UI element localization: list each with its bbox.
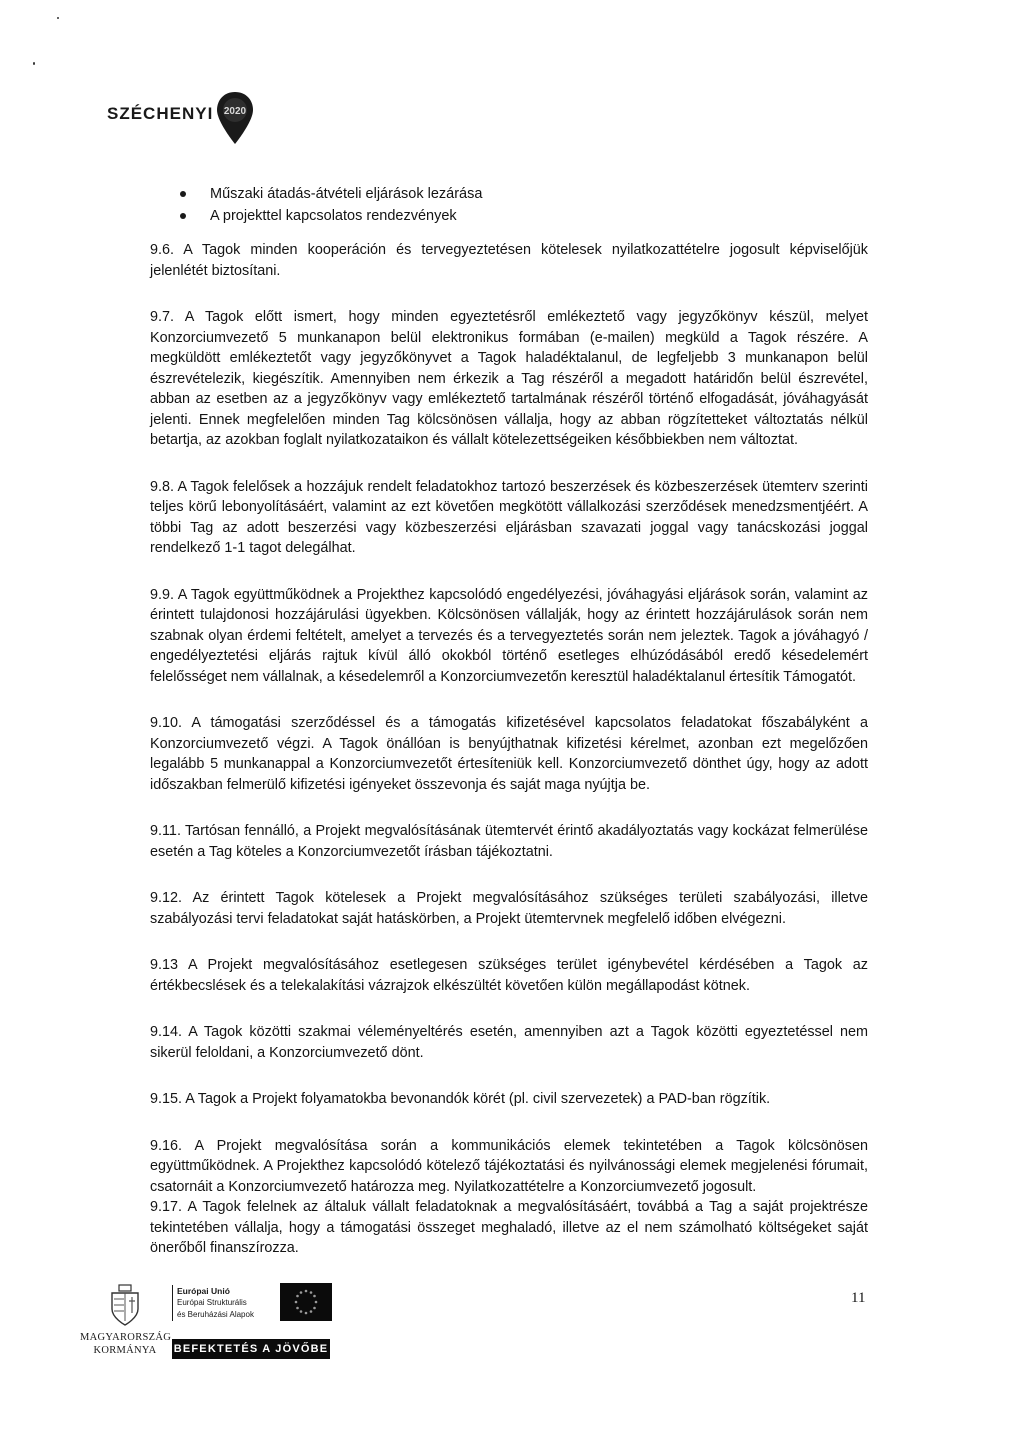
eu-line-1: Európai Unió (177, 1286, 230, 1296)
bullet-item: Műszaki átadás-átvételi eljárások lezárása (180, 183, 482, 205)
scan-speck (33, 62, 35, 65)
paragraph-9-14: 9.14. A Tagok közötti szakmai véleményeltérés esetén, amennyiben azt a Tagok közötti egyeztetéssel nem sikerül feloldani, a Konzorciumvezető dönt. (150, 1024, 868, 1061)
paragraph-9-9: 9.9. A Tagok együttműködnek a Projekthez kapcsolódó engedélyezési, jóváhagyási eljárások során, valamint az érintett tulajdonosi hozzájárulási ügyekben. Kölcsönösen vállalják, hogy az érintett hozzájárulások során nem szabnak olyan érdemi feltételt, amelyet a tervezés és a tervegyeztetés során nem jeleztek. Tagok a jóváhagyó / engedélyeztetési eljárás rajtuk kívül álló okokból történő esetleges elhúzódásából eredő késedelemért felelősséget nem vállalnak, a késedelemről a Konzorciumvezetőn keresztül haladéktalanul értesítik Támogatót. (150, 586, 868, 685)
paragraph-9-8: 9.8. A Tagok felelősek a hozzájuk rendelt feladatokhoz tartozó beszerzések és közbeszerzések ütemterv szerinti teljes körű lebonyolításáért, valamint az ezt követően megkötött vállalkozási szerződések menedzsmentjéért. A többi Tag az adott beszerzési vagy közbeszerzési eljárásban szavazati joggal vagy tanácskozási joggal rendelkező 1-1 tagot delegálhat. (150, 478, 868, 556)
paragraph-9-16: 9.16. A Projekt megvalósítása során a kommunikációs elemek tekintetében a Tagok kölcsönösen együttműködnek. A Projekthez kapcsolódó kötelező tájékoztatási és nyilvánossági elemek megjelenési fórumait, csatornáit a Konzorciumvezető határozza meg. Nyilatkozattételre a Konzorciumvezető jogosult. (150, 1137, 868, 1195)
paragraph-9-11: 9.11. Tartósan fennálló, a Projekt megvalósításának ütemtervét érintő akadályoztatás vagy kockázat felmerülése esetén a Tag köteles a Konzorciumvezetőt írásban tájékoztatni. (150, 823, 868, 860)
page-number: 11 (851, 1290, 866, 1306)
paragraph-9-10: 9.10. A támogatási szerződéssel és a támogatás kifizetésével kapcsolatos feladatokat főszabályként a Konzorciumvezető végzi. A Tagok önállóan is benyújthatnak kifizetési kérelmet, azonban ezt megelőzően legalább 5 munkanappal a Konzorciumvezetőt értesíteniük kell. Konzorciumvezető dönthet úgy, hogy az adott időszakban felmerülő kifizetési igényeket összevonja és saját maga nyújtja be. (150, 715, 868, 793)
map-pin-2020-icon (215, 90, 255, 146)
eu-line-2: Európai Strukturális (177, 1298, 247, 1307)
bullet-list (180, 183, 482, 227)
brand-year: 2020 (224, 106, 247, 117)
paragraph-9-7: 9.7. A Tagok előtt ismert, hogy minden egyeztetésről emlékeztető vagy jegyzőkönyv készül, melyet Konzorciumvezető 5 munkanapon belül elektronikus formában (e-mailen) megküld a Tagok részére. A megküldött emlékeztetőt vagy jegyzőkönyvet a Tagok haladéktalanul, de legfeljebb 3 munkanapon belül észrevételezik, kiegészítik. Amennyiben nem érkezik a Tag részéről a megadott határidőn belül észrevétel, abban az esetben az a jegyzőkönyv vagy emlékeztető tartalmának részéről történő elfogadását, jóváhagyását jelenti. Ennek megfelelően minden Tag kölcsönösen vállalja, hogy az abban rögzítetteket változtatás nélkül betartja, az azokban foglalt nyilatkozataikon és vállalt kötelezettségeiken későbbiekben nem változtat. (150, 309, 868, 448)
paragraph-9-13: 9.13 A Projekt megvalósításához esetlegesen szükséges terület igénybevétel kérdésében a Tagok az értékbecslések és a telekalakítási vázrajzok elkészültét követően külön megállapodást kötnek. (150, 957, 868, 994)
body-text (150, 240, 868, 1259)
paragraph-9-17: 9.17. A Tagok felelnek az általuk vállalt feladatoknak a megvalósításáért, továbbá a Tag a saját projektrésze tekintetében vállalja, hogy a támogatási összeget meghaladó, illetve az el nem számolható költségeket saját önerőből finanszírozza. (150, 1199, 868, 1256)
coat-of-arms-icon (107, 1283, 143, 1327)
eu-flag-icon (280, 1283, 332, 1321)
szechenyi-logo (107, 90, 255, 146)
paragraph-9-12: 9.12. Az érintett Tagok kötelesek a Projekt megvalósításához szükséges területi szabályozási, illetve szabályozási tervi feladatokat saját hatáskörben, a Projekt ütemtervnek megfelelő időben elvégezni. (150, 890, 868, 927)
brand-text: SZÉCHENYI (107, 104, 214, 123)
gov-line-1: MAGYARORSZÁG (80, 1332, 172, 1343)
eu-text (172, 1285, 287, 1321)
government-logo (80, 1283, 170, 1357)
paragraph-9-6: 9.6. A Tagok minden kooperáción és tervegyeztetésen kötelesek nyilatkozattételre jogosult képviselőjük jelenlétét biztosítani. (150, 242, 868, 279)
paragraph-9-15: 9.15. A Tagok a Projekt folyamatokba bevonandók körét (pl. civil szervezetek) a PAD-ban rögzítik. (150, 1091, 771, 1107)
gov-line-2: KORMÁNYA (93, 1345, 157, 1356)
scan-speck (57, 17, 59, 19)
slogan-banner: BEFEKTETÉS A JÖVŐBE (172, 1339, 330, 1359)
eu-line-3: és Beruházási Alapok (177, 1310, 254, 1319)
bullet-item: A projekttel kapcsolatos rendezvények (180, 205, 482, 227)
